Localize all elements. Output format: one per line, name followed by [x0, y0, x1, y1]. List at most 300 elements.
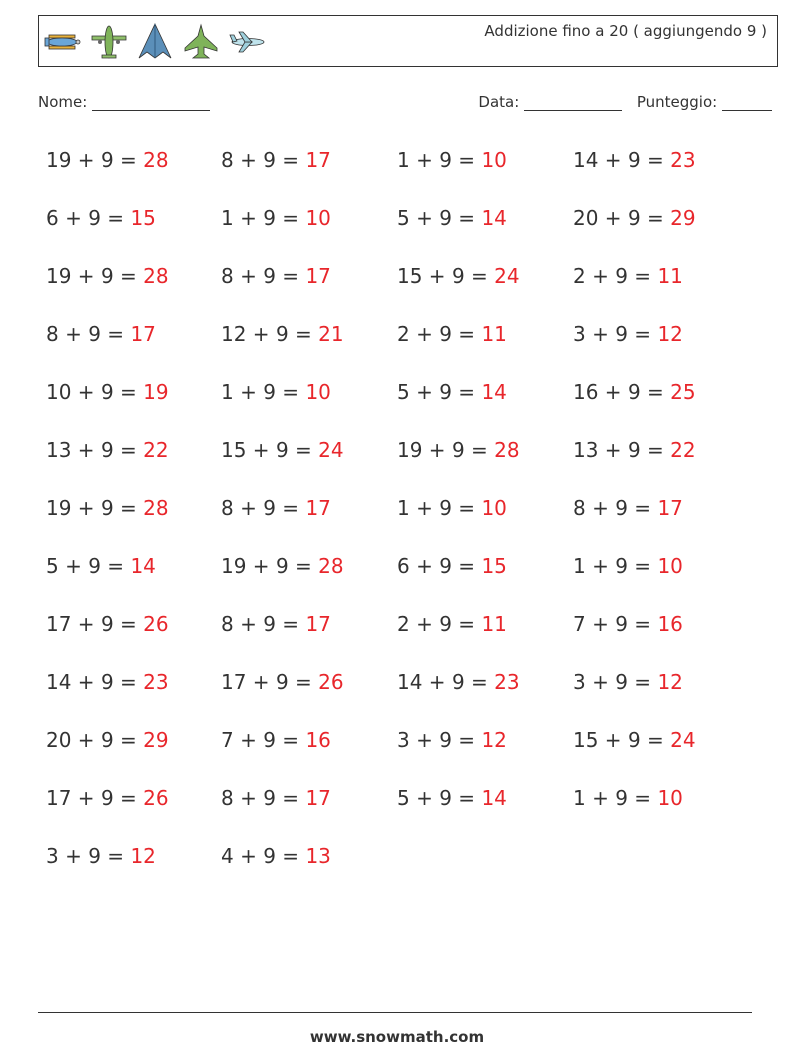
addition-problem [573, 322, 683, 346]
equals-sign: = [451, 322, 482, 346]
equals-sign: = [640, 148, 671, 172]
addend-a: 8 [573, 496, 586, 520]
plus-sign: + [585, 670, 616, 694]
addend-a: 8 [221, 148, 234, 172]
plus-sign: + [233, 496, 264, 520]
plus-sign: + [409, 496, 440, 520]
addend-b: 9 [439, 380, 452, 404]
addition-problem [221, 670, 344, 694]
plus-sign: + [422, 438, 452, 462]
addition-problem [573, 786, 683, 810]
plus-sign: + [598, 380, 628, 404]
equals-sign: = [451, 728, 482, 752]
addend-b: 9 [439, 786, 452, 810]
addend-b: 9 [88, 554, 101, 578]
answer: 19 [143, 380, 169, 404]
addend-a: 19 [46, 496, 72, 520]
addend-a: 15 [221, 438, 247, 462]
header-icons [43, 20, 267, 64]
equals-sign: = [451, 380, 482, 404]
addition-problem [46, 786, 169, 810]
addition-problem [573, 554, 683, 578]
equals-sign: = [627, 264, 658, 288]
addend-a: 8 [221, 612, 234, 636]
addend-a: 14 [46, 670, 72, 694]
name-label: Nome: [38, 93, 88, 111]
addend-a: 3 [573, 322, 586, 346]
addend-b: 9 [615, 786, 628, 810]
student-info-row [38, 93, 772, 115]
plus-sign: + [422, 264, 452, 288]
plus-sign: + [585, 264, 616, 288]
addition-problem [397, 322, 507, 346]
addend-a: 5 [397, 380, 410, 404]
date-blank[interactable] [524, 95, 622, 111]
equals-sign: = [113, 496, 144, 520]
answer: 28 [143, 148, 169, 172]
addition-problem [221, 612, 331, 636]
addend-a: 19 [46, 264, 72, 288]
addition-problem [46, 844, 156, 868]
answer: 11 [481, 612, 507, 636]
plus-sign: + [58, 844, 89, 868]
addend-a: 4 [221, 844, 234, 868]
plus-sign: + [598, 148, 628, 172]
answer: 10 [481, 496, 507, 520]
answer: 28 [143, 496, 169, 520]
answer: 10 [481, 148, 507, 172]
equals-sign: = [100, 554, 131, 578]
plus-sign: + [71, 786, 101, 810]
addend-b: 9 [615, 496, 628, 520]
plus-sign: + [422, 670, 452, 694]
plus-sign: + [71, 380, 101, 404]
answer: 26 [143, 786, 169, 810]
addend-a: 1 [221, 206, 234, 230]
equals-sign: = [275, 496, 306, 520]
answer: 17 [305, 786, 331, 810]
equals-sign: = [100, 322, 131, 346]
date-label: Data: [478, 93, 520, 111]
equals-sign: = [627, 786, 658, 810]
footer-url[interactable]: www.snowmath.com [309, 1028, 485, 1046]
addend-b: 9 [627, 206, 641, 230]
addition-problem [221, 728, 331, 752]
answer: 11 [657, 264, 683, 288]
addend-a: 13 [46, 438, 72, 462]
addend-a: 7 [573, 612, 586, 636]
addend-a: 8 [221, 496, 234, 520]
addition-problem [46, 554, 156, 578]
equals-sign: = [627, 322, 658, 346]
answer: 29 [143, 728, 169, 752]
equals-sign: = [451, 554, 482, 578]
plus-sign: + [409, 148, 440, 172]
plus-sign: + [598, 438, 628, 462]
addition-problem [46, 496, 169, 520]
addition-problem [46, 612, 169, 636]
addend-b: 9 [439, 148, 452, 172]
answer: 24 [494, 264, 520, 288]
answer: 14 [481, 786, 507, 810]
plus-sign: + [233, 264, 264, 288]
equals-sign: = [113, 728, 144, 752]
addend-a: 20 [573, 206, 599, 230]
answer: 11 [481, 322, 507, 346]
addend-a: 10 [46, 380, 72, 404]
addend-b: 9 [439, 322, 452, 346]
addend-b: 9 [263, 728, 276, 752]
addition-problem [221, 844, 331, 868]
addend-b: 9 [439, 728, 452, 752]
addition-problem [46, 206, 156, 230]
addend-a: 12 [221, 322, 247, 346]
addend-a: 1 [221, 380, 234, 404]
addend-a: 17 [46, 786, 72, 810]
equals-sign: = [275, 728, 306, 752]
addend-a: 17 [221, 670, 247, 694]
addition-problem [573, 670, 683, 694]
addend-b: 9 [439, 612, 452, 636]
plus-sign: + [409, 322, 440, 346]
plus-sign: + [585, 554, 616, 578]
plus-sign: + [585, 612, 616, 636]
addend-b: 9 [263, 496, 276, 520]
addend-b: 9 [615, 612, 628, 636]
answer: 26 [143, 612, 169, 636]
worksheet-title: Addizione fino a 20 ( aggiungendo 9 ) [484, 22, 767, 40]
addend-b: 9 [275, 438, 289, 462]
plus-sign: + [233, 206, 264, 230]
answer: 17 [305, 496, 331, 520]
equals-sign: = [464, 670, 495, 694]
answer: 23 [670, 148, 696, 172]
addend-a: 8 [46, 322, 59, 346]
footer-divider [38, 1012, 752, 1013]
plus-sign: + [233, 612, 264, 636]
plus-sign: + [71, 264, 101, 288]
addition-problem [397, 786, 507, 810]
plus-sign: + [246, 670, 276, 694]
addend-b: 9 [100, 786, 114, 810]
addend-a: 14 [573, 148, 599, 172]
propeller-plane-icon [89, 22, 129, 62]
addend-b: 9 [100, 612, 114, 636]
equals-sign: = [275, 844, 306, 868]
answer: 25 [670, 380, 696, 404]
plus-sign: + [598, 206, 628, 230]
plus-sign: + [233, 786, 264, 810]
plus-sign: + [409, 728, 440, 752]
equals-sign: = [288, 438, 319, 462]
addend-b: 9 [439, 206, 452, 230]
answer: 15 [481, 554, 507, 578]
worksheet-header [38, 15, 778, 67]
date-score-fields [478, 93, 772, 111]
name-field[interactable] [38, 93, 210, 111]
addend-b: 9 [275, 554, 289, 578]
answer: 28 [318, 554, 344, 578]
plus-sign: + [585, 786, 616, 810]
addend-b: 9 [275, 670, 289, 694]
addition-problem [573, 728, 696, 752]
equals-sign: = [451, 496, 482, 520]
addend-b: 9 [88, 844, 101, 868]
equals-sign: = [627, 670, 658, 694]
addition-problem [46, 264, 169, 288]
addition-problem [397, 148, 507, 172]
addend-a: 2 [573, 264, 586, 288]
addition-problem [221, 786, 331, 810]
addition-problem [46, 670, 169, 694]
equals-sign: = [275, 786, 306, 810]
answer: 13 [305, 844, 331, 868]
plus-sign: + [409, 612, 440, 636]
equals-sign: = [113, 438, 144, 462]
equals-sign: = [464, 264, 495, 288]
addend-a: 1 [573, 554, 586, 578]
answer: 22 [670, 438, 696, 462]
plus-sign: + [71, 612, 101, 636]
addition-problem [221, 322, 344, 346]
answer: 16 [305, 728, 331, 752]
addend-b: 9 [88, 322, 101, 346]
answer: 15 [130, 206, 156, 230]
answer: 21 [318, 322, 344, 346]
addend-a: 1 [573, 786, 586, 810]
equals-sign: = [275, 380, 306, 404]
equals-sign: = [640, 380, 671, 404]
answer: 12 [657, 322, 683, 346]
addition-problem [397, 728, 507, 752]
score-label: Punteggio: [636, 93, 718, 111]
equals-sign: = [451, 786, 482, 810]
answer: 17 [305, 612, 331, 636]
addend-a: 2 [397, 612, 410, 636]
equals-sign: = [275, 206, 306, 230]
answer: 14 [481, 380, 507, 404]
answer: 28 [494, 438, 520, 462]
addition-problem [46, 438, 169, 462]
plus-sign: + [409, 380, 440, 404]
addition-problem [573, 148, 696, 172]
addend-a: 17 [46, 612, 72, 636]
addend-a: 3 [573, 670, 586, 694]
addend-a: 2 [397, 322, 410, 346]
addition-problem [397, 438, 520, 462]
addend-a: 6 [46, 206, 59, 230]
addend-a: 3 [46, 844, 59, 868]
score-blank[interactable] [722, 95, 772, 111]
equals-sign: = [113, 148, 144, 172]
addition-problem [221, 438, 344, 462]
addition-problem [573, 496, 683, 520]
answer: 23 [494, 670, 520, 694]
answer: 17 [130, 322, 156, 346]
answer: 17 [657, 496, 683, 520]
addition-problem [221, 206, 331, 230]
biplane-icon [43, 22, 83, 62]
plus-sign: + [409, 786, 440, 810]
addend-b: 9 [263, 264, 276, 288]
addend-a: 19 [397, 438, 423, 462]
addend-b: 9 [100, 496, 114, 520]
addend-a: 14 [397, 670, 423, 694]
addend-a: 8 [221, 786, 234, 810]
addition-problem [221, 264, 331, 288]
equals-sign: = [275, 148, 306, 172]
addend-b: 9 [263, 380, 276, 404]
addend-a: 13 [573, 438, 599, 462]
plus-sign: + [409, 206, 440, 230]
addend-b: 9 [100, 438, 114, 462]
equals-sign: = [627, 496, 658, 520]
answer: 23 [143, 670, 169, 694]
addend-a: 3 [397, 728, 410, 752]
addition-problem [397, 496, 507, 520]
name-blank[interactable] [92, 95, 210, 111]
plus-sign: + [58, 554, 89, 578]
addend-b: 9 [100, 670, 114, 694]
equals-sign: = [288, 554, 319, 578]
equals-sign: = [113, 264, 144, 288]
addend-a: 1 [397, 148, 410, 172]
addend-b: 9 [627, 380, 641, 404]
stealth-bomber-icon [135, 22, 175, 62]
equals-sign: = [100, 844, 131, 868]
equals-sign: = [464, 438, 495, 462]
answer: 10 [305, 206, 331, 230]
plus-sign: + [71, 438, 101, 462]
addend-a: 5 [397, 786, 410, 810]
addend-a: 1 [397, 496, 410, 520]
addition-problem [573, 206, 696, 230]
addend-a: 20 [46, 728, 72, 752]
plus-sign: + [246, 438, 276, 462]
equals-sign: = [451, 206, 482, 230]
addend-b: 9 [627, 438, 641, 462]
addend-b: 9 [439, 554, 452, 578]
addition-problem [397, 554, 507, 578]
plus-sign: + [71, 728, 101, 752]
addition-problem [397, 264, 520, 288]
equals-sign: = [288, 322, 319, 346]
addend-b: 9 [263, 148, 276, 172]
addition-problem [397, 670, 520, 694]
addition-problem [46, 322, 156, 346]
plus-sign: + [233, 148, 264, 172]
plus-sign: + [71, 148, 101, 172]
equals-sign: = [275, 612, 306, 636]
addend-b: 9 [263, 206, 276, 230]
addend-a: 19 [221, 554, 247, 578]
addend-a: 16 [573, 380, 599, 404]
plus-sign: + [233, 380, 264, 404]
addition-problem [46, 148, 169, 172]
addend-b: 9 [451, 670, 465, 694]
answer: 22 [143, 438, 169, 462]
equals-sign: = [113, 670, 144, 694]
addition-problem [221, 148, 331, 172]
answer: 14 [481, 206, 507, 230]
addend-b: 9 [451, 264, 465, 288]
answer: 10 [657, 786, 683, 810]
equals-sign: = [451, 612, 482, 636]
plus-sign: + [71, 496, 101, 520]
answer: 12 [130, 844, 156, 868]
answer: 24 [318, 438, 344, 462]
addend-b: 9 [451, 438, 465, 462]
addition-problem [221, 554, 344, 578]
equals-sign: = [100, 206, 131, 230]
equals-sign: = [113, 612, 144, 636]
equals-sign: = [640, 438, 671, 462]
addend-a: 6 [397, 554, 410, 578]
addend-b: 9 [263, 612, 276, 636]
answer: 28 [143, 264, 169, 288]
addend-b: 9 [100, 264, 114, 288]
equals-sign: = [451, 148, 482, 172]
addition-problem [221, 380, 331, 404]
addition-problem [573, 612, 683, 636]
plus-sign: + [233, 728, 264, 752]
equals-sign: = [275, 264, 306, 288]
addend-b: 9 [88, 206, 101, 230]
answer: 17 [305, 264, 331, 288]
addend-b: 9 [100, 380, 114, 404]
plus-sign: + [58, 322, 89, 346]
addend-b: 9 [615, 264, 628, 288]
equals-sign: = [640, 206, 671, 230]
addend-b: 9 [615, 554, 628, 578]
addend-a: 15 [573, 728, 599, 752]
addition-problem [397, 206, 507, 230]
addition-problem [397, 612, 507, 636]
addend-a: 15 [397, 264, 423, 288]
addition-problem [573, 264, 683, 288]
answer: 14 [130, 554, 156, 578]
plus-sign: + [598, 728, 628, 752]
addend-b: 9 [627, 148, 641, 172]
plus-sign: + [585, 496, 616, 520]
plus-sign: + [71, 670, 101, 694]
answer: 24 [670, 728, 696, 752]
addition-problem [221, 496, 331, 520]
addition-problem [573, 380, 696, 404]
answer: 17 [305, 148, 331, 172]
addend-b: 9 [100, 148, 114, 172]
equals-sign: = [640, 728, 671, 752]
plus-sign: + [246, 322, 276, 346]
addition-problem [46, 380, 169, 404]
addend-a: 8 [221, 264, 234, 288]
airliner-icon [227, 22, 267, 62]
addition-problem [573, 438, 696, 462]
addend-a: 7 [221, 728, 234, 752]
answer: 10 [305, 380, 331, 404]
addend-b: 9 [275, 322, 289, 346]
plus-sign: + [585, 322, 616, 346]
addend-b: 9 [615, 670, 628, 694]
plus-sign: + [409, 554, 440, 578]
fighter-jet-icon [181, 22, 221, 62]
answer: 10 [657, 554, 683, 578]
addend-b: 9 [627, 728, 641, 752]
equals-sign: = [627, 554, 658, 578]
addend-b: 9 [615, 322, 628, 346]
addend-a: 5 [397, 206, 410, 230]
addend-a: 5 [46, 554, 59, 578]
